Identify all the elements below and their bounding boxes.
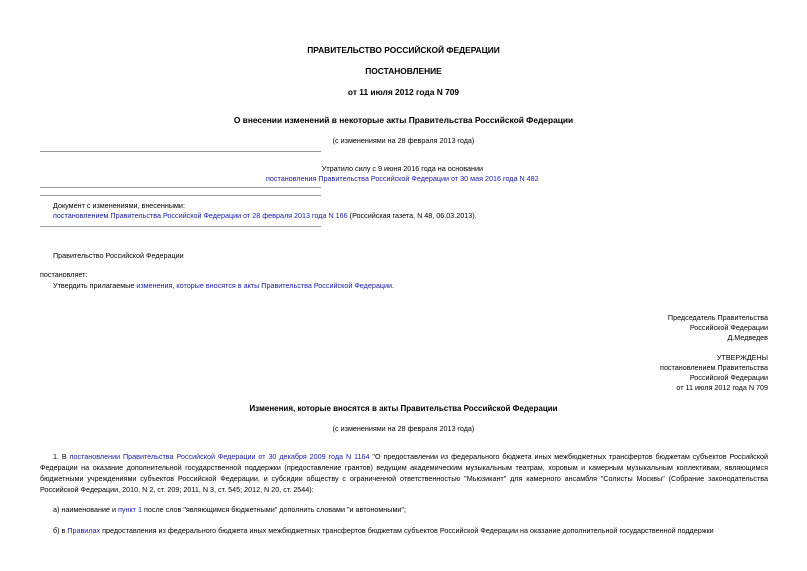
changes-label: Документ с изменениями, внесенными: bbox=[53, 201, 185, 210]
item-b-paragraph: б) в Правилах предоставления из федерального бюджета иных межбюджетных трансфертов бюджетам субъектов Российской Федерации на оказание дополнительной государственной поддержки bbox=[53, 526, 714, 535]
item-a-paragraph: а) наименование и пункт 1 после слов "являющимся бюджетными" дополнить словами "и автономными"; bbox=[53, 505, 406, 514]
government-line: Правительство Российской Федерации bbox=[53, 251, 184, 260]
approved-heading: УТВЕРЖДЕНЫ bbox=[716, 353, 768, 362]
approve-line: Утвердить прилагаемые изменения, которые вносятся в акты Правительства Российской Федерации. bbox=[53, 281, 394, 290]
approve-link[interactable]: изменения, которые вносятся в акты Правительства Российской Федерации bbox=[136, 281, 392, 290]
item-a-link[interactable]: пункт 1 bbox=[118, 505, 142, 514]
edition-note: (с изменениями на 28 февраля 2013 года) bbox=[332, 136, 475, 145]
section-edition-note: (с изменениями на 28 февраля 2013 года) bbox=[332, 424, 475, 433]
signature-name: Д.Медведев bbox=[727, 333, 768, 342]
item-b-link[interactable]: Правилах bbox=[67, 526, 101, 535]
changes-link[interactable]: постановлением Правительства Российской Федерации от 28 февраля 2013 года N 166 bbox=[53, 211, 348, 220]
approved-by: постановлением Правительства bbox=[660, 363, 768, 372]
approved-country: Российской Федерации bbox=[689, 373, 768, 382]
divider bbox=[40, 195, 321, 196]
document-title: О внесении изменений в некоторые акты Правительства Российской Федерации bbox=[233, 115, 574, 125]
item-1-paragraph: 1. В постановлении Правительства Российской Федерации от 30 декабря 2009 года N 1164 "О предоставлении из федерального бюджета иных межбюджетных трансфертов бюджетам субъектов Российской Федерации на оказание дополнительной государственной поддержки (предоставление грантов) ведущим академическим музыкальным театрам, хоровым и камерным музыкальным коллективам, являющимся бюджетными учреждениями субъектов Российской Федерации, и субсидии обществу с ограниченной ответственностью "Мьюзикант" для камерного ансамбля "Солисты Москвы" (Собрание законодательства Российской Федерации, 2010, N 2, ст. 209; 2011, N 3, ст. 545; 2012, N 20, ст. 2544): bbox=[40, 452, 768, 494]
lost-force-note: Утратило силу с 9 июня 2016 года на основании bbox=[321, 164, 483, 173]
signature-title: Председатель Правительства bbox=[667, 313, 768, 322]
divider bbox=[40, 187, 321, 188]
approved-date: от 11 июля 2012 года N 709 bbox=[676, 383, 768, 392]
signature-country: Российской Федерации bbox=[689, 323, 768, 332]
lost-force-link[interactable]: постановления Правительства Российской Федерации от 30 мая 2016 года N 482 bbox=[266, 174, 539, 183]
divider bbox=[40, 226, 321, 227]
document-type-heading: ПОСТАНОВЛЕНИЕ bbox=[365, 66, 442, 76]
government-heading: ПРАВИТЕЛЬСТВО РОССИЙСКОЙ ФЕДЕРАЦИИ bbox=[307, 45, 500, 55]
item-1-link[interactable]: постановлении Правительства Российской Федерации от 30 декабря 2009 года N 1164 bbox=[69, 452, 370, 461]
divider bbox=[40, 151, 321, 152]
document-date-heading: от 11 июля 2012 года N 709 bbox=[347, 87, 460, 97]
resolves-line: постановляет: bbox=[40, 270, 88, 279]
section-title: Изменения, которые вносятся в акты Правительства Российской Федерации bbox=[249, 404, 558, 413]
changes-line: постановлением Правительства Российской Федерации от 28 февраля 2013 года N 166 (Российская газета, N 48, 06.03.2013). bbox=[53, 211, 477, 220]
